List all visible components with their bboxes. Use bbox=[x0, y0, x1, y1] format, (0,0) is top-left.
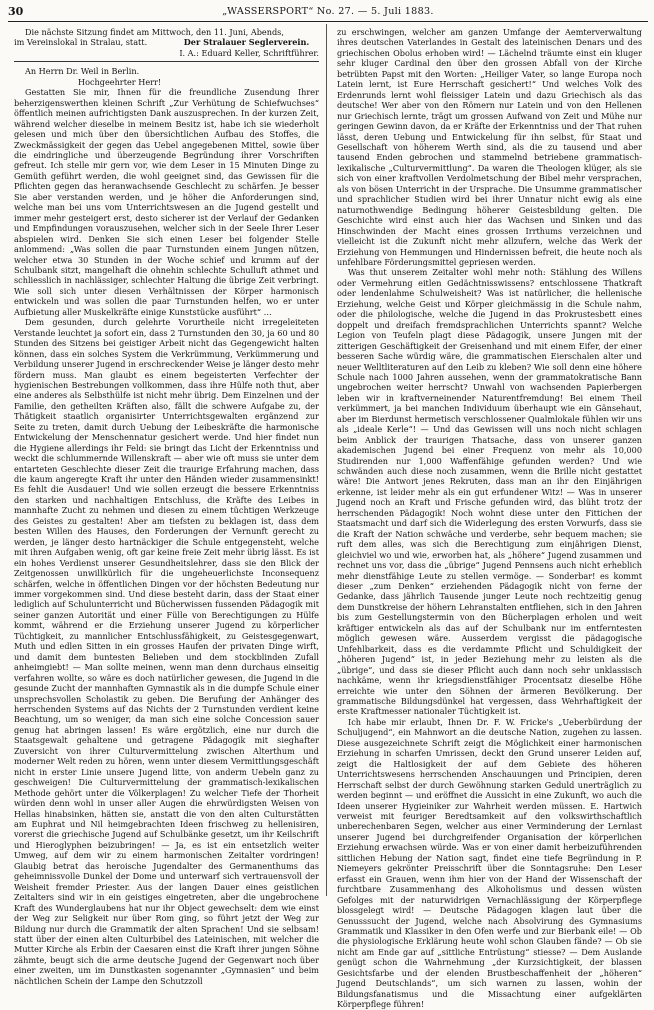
letter-paragraph: Was thut unserem Zeitalter wohl mehr noth: Stählung des Willens oder Vermehrung eitlen Gedächtnisswissens? entschlossene Thatkraft oder lendenlahme Schulweisheit? Was ist natürlicher, die hellenische Erziehung, welche Geist und Körper gleichmässig in die Schule nahm, oder die philologische, welche die Jugend in das Prokrustesbett eines doppelt und dreifach fremdsprachlichen Unterrichts spannt? Welche Legion von Teufeln plagt diese Pädagogik, unsere Jungen mit der zitterigen Geschäftigkeit der Greisenhand und mit einem Eifer, der einer besseren Sache würdig wäre, die grammatischen Eierschalen alter und neuer Welltliteraturen auf den Leib zu kleben? Wie soll denn eine höhere Schule nach 1000 Jahren aussehen, wenn der grammatokratische Bann ungebrochen weiter herrscht? Unwahl von wachsenden Papierbergen leben wir in kraftverneinender Naturentfremdung! Bei einem Theil verkümmert, ja bei manchen Individuum überhaupt wie ein Gänsehaut, aber im Bierdunst hermetisch verschlossener Qualmlokale fühlen wir uns als „ideale Kerle“! — Und das Gewissen will uns noch nicht schlagen beim Anblick der traurigen Thatsache, dass von unserer ganzen akademischen Jugend bei einer Frequenz von mehr als 10,000 Studirenden nur 1,000 Waffenfähige gefunden werden? Und wie schwänden auch diese noch zusammen, wenn die Brille nicht gestattet wäre! Die Antwort jenes Rekruten, dass man an ihr den Einjährigen erkenne, ist leider mehr als ein gut erfundener Witz! — Was in unserer Jugend noch an Kraft und Frische gefunden wird, das blüht trotz der herrschenden Pädagogik! Noch wohnt diese unter den Fittichen der Staatsmacht und darf sich die Widerlegung des ersten Vorwurfs, dass sie die Kraft der Nation schwäche und verderbe, sehr bequem machen; sie ruft dem alles, was sich die Berechtigung zum einjährigen Dienst, gleichviel wo und wie, erworben hat, als „höhere“ Jugend zusammen und rechnet uns vor, dass die „übrige“ Jugend Pennsens auch nicht erheblich mehr dienstfähige Leute zu stellen vermöge. — Sonderbar! es kommt dieser „zum Denken“ erziehenden Pädagogik nicht von ferne der Gedanke, dass jährlich Tausende junger Leute noch rechtzeitig genug dem Dunstkreise der höhern Lehranstalten entfliehen, sich in den Jahren bis zum Gestellungstermin von den Bücherplagen erholen und weit kräftiger entwickeln als das auf der Schulbank nur im entferntesten möglich gewesen wäre. Ausserdem vergisst die pädagogische Unfehlbarkeit, dass es die verdammte Pflicht und Schuldigkeit der „höheren Jugend“ ist, in jeder Beziehung mehr zu leisten als die „übrige“, und dass sie dieser Pflicht auch dann noch sehr unklassisch nachkäme, wenn ihr kriegsdienstfähiger Procentsatz dieselbe Höhe erreichte wie unter den Söhnen der ärmeren Bevölkerung. Der grammatische Bildungsdünkel hat vergessen, dass Wehrhaftigkeit der erste Kraftmesser nationaler Tüchtigkeit ist. bbox=[337, 267, 642, 717]
letter-paragraph: Dem gesunden, durch gelehrte Vorurtheile nicht irregeleiteten Verstande leuchtet ja sofort ein, dass 2 Turnstunden den 30, ja 60 und 80 Stunden des Sitzens bei geistiger Arbeit nicht das Gegengewicht halten können, dass ein solches System die Verkrümmung, Verkümmerung und Verbildung unserer Jugend in erschreckender Weise je länger desto mehr fördern muss. Man glaubt es einem begeisterten Verfechter der hygienischen Bestrebungen vollkommen, dass ihre Hülfe noth thut, aber eine anderes als Selbsthülfe ist nicht mehr übrig. Dem Einzelnen und der Familie, den getheilten Kräften also, fällt die schwere Aufgabe zu, der Thätigkeit staatlich organisirter Unterrichtsgewalten ergänzend zur Seite zu treten, damit durch Uebung der Leibeskräfte die harmonische Entwickelung der Menschennatur gesichert werde. Und hier findet nun die Hygiene allerdings ihr Feld: sie bringt das Licht der Erkenntniss und weckt die schlummernde Willenskraft — aber wie oft muss sie unter dem entarteten Geschlechte dieser Zeit die traurige Erfahrung machen, dass die kaum angeregte Kraft ihr unter den Händen wieder zusammensinkt! Es fehlt die Ausdauer! Und wie sollen erzeugt die bessere Erkenntniss den starken und nachhaltigen Entschluss, die Kräfte des Leibes in mannhafte Zucht zu nehmen und diesen zu einem tüchtigen Werkzeuge des Geistes zu gestalten! Aber am tiefsten zu beklagen ist, dass dem besten Willen des Hauses, den Forderungen der Vernunft gerecht zu werden, je länger desto hartnäckiger die Schule entgegensteht, welche mit ihren Aufgaben wenig, oft gar keine freie Zeit mehr übrig lässt. Es ist ein hohes Verdienst unserer Gesundheitslehrer, dass sie den Blick der Zeitgenossen unwillkürlich für die ungeheuerlichste Inconsequenz schärfen, welche in öffentlichen Dingen vor der höchsten Bedeutung nur immer vorgekommen sind. Und diese besteht darin, dass der Staat einer lediglich auf Schulunterricht und Bücherwissen fussenden Pädagogik mit seiner ganzen Autorität und einer Fülle von Berechtigungen zu Hülfe kommt, während er die Erziehung unserer Jugend zu körperlicher Tüchtigkeit, zu mannlicher Entschlussfähigkeit, zu Geistesgegenwart, Muth und edlen Sitten in ein grosses Haufen der privaten Dinge wirft, und damit dem buntesten Belieben und dem stockblinden Zufall anheimgiebt! — Man sollte meinen, wenn man denn durchaus einseitig verfahren wollte, so wäre es doch natürlicher gewesen, die Jugend in die gesunde Zucht der mannhaften Gymnastik als in die dumpfe Schule einer unsprechsvollen Scholastik zu geben. Die Berufung der Anhänger des herrschenden Systems auf das Nichts der 2 Turnstunden verdient keine Beachtung, um so weniger, da man sich eine solche Concession sauer genug hat abringen lassen! Es wäre ergötzlich, eine nur durch die Staatsgewalt gehaltene und getragene Pädagogik mit sieghafter Zuversicht von ihrer Culturvermittelung zwischen Alterthum und moderner Welt reden zu hören, wenn unter diesem Vermittlungsgeschäft nicht in erster Linie unsere Jugend litte, von anderm Uebeln ganz zu geschweigen! Die Culturvermittelung der grammatisch-lexikalischen Methode gehört unter die Völkerplagen! Zu welcher Tiefe der Thorheit würden denn wohl in unser aller Augen die ehrwürdigsten Weisen von Hellas hinabsinken, hätten sie, anstatt die von den alten Culturstätten am Euphrat und Nil heimgebrachten Ideen frischweg zu hellenisiren, vorerst die griechische Jugend auf Schulbänke gesetzt, um ihr Keilschrift und Hieroglyphen beizubringen! — Ja, es ist ein entsetzlich weiter Umweg, auf dem wir zu einem harmonischen Zeitalter vordringen! Glaubig betrat das heroische Jugendalter des Germanenthums das geheimnissvolle Dunkel der Dome und unterwarf sich vertrauensvoll der Weisheit fremder Priester. Aus der langen Dauer eines geistlichen Zeitalters sind wir in ein geistiges eingetreten, aber die ungebrochene Kraft des Wunderglaubens hat nur ihr Object gewechselt: dem wie einst der Weg zur Seligkeit nur über Rom ging, so führt jetzt der Weg zur Bildung nur durch die Grammatik der alten Sprachen! Und sie selbsam! statt über der einen alten Culturbibel des Lateinischen, mit welcher die Mutter Kirche als Erbin der Caesaren einst die Kraft ihrer jungen Söhne zähmte, beugt sich die arme deutsche Jugend der Gegenwart noch über einer zweiten, um im Dunstkasten sogenannter „Gymnasien“ und beim nächtlichen Schein der Lampe den Schutzzoll bbox=[14, 317, 319, 986]
page-header bbox=[8, 3, 648, 21]
notice-line-2 bbox=[14, 37, 319, 47]
section-rule bbox=[14, 61, 319, 62]
letter-paragraph: zu erschwingen, welcher am ganzen Umfange der Aemterverwaltung ihres deutschen Vaterlandes in Gestalt des lateinischen Denars und des griechischen Obolus erhoben wird! — Lächelnd träumte einst ein kluger sehr kluger Cardinal den über den grossen Abfall von der Kirche betrübten Papst mit den Worten: „Heiliger Vater, so lange Europa noch Latein lernt, ist Eure Herrschaft gesichert!“ Und welches Volk des Erdenrunds lernt wohl fleissiger Latein und dazu Griechisch als das deutsche! Wer aber von den Römern nur Latein und von den Hellenen nur Griechisch lernte, trägt um grossen Aufwand von Zeit und Mühe nur geringen Gewinn davon, da er Kräfte der Erkenntniss und der That ruhen lässt, deren Uebung und Entwickelung für ihn selbst, für Staat und Gesellschaft von höherem Werth sind, als die zu tausend und aber tausend Enden gebrochen und stammelnd betriebene grammatisch-lexikalische „Culturvermittlung“. Da waren die Theologen klüger, als sie sich von einer kraftvollen Verdolmetschung der Bibel mehr versprachen, als von bösen Unterricht in der Ursprache. Die Unsumme grammatischer und sprachlicher Studien wird bei ihrer Unnatur nicht ewig als eine naturnothwendige Bedingung höherer Geistesbildung gelten. Die Geschichte wird einst auch hier das Wachsen und Sinken und das Hinschwinden der Macht eines grossen Irrthums verzeichnen und vielleicht ist die Zukunft nicht mehr allzufern, welche das Werk der Erziehung von Hemmungen und Hindernissen befreit, die heute noch als unfehlbare Förderungsmittel gepriesen werden. bbox=[337, 27, 642, 267]
letter-paragraph: Ich habe mir erlaubt, Ihnen Dr. F. W. Fricke's „Ueberbürdung der Schuljugend“, ein Mahnwort an die deutsche Nation, zugehen zu lassen. Diese ausgezeichnete Schrift zeigt die Möglichkeit einer harmonischen Erziehung in scharfen Umrissen, deckt den Grund unserer Leiden auf, zeigt die Haltlosigkeit der auf dem Gebiete des höheren Unterrichtswesens herrschenden Anschauungen und Principien, deren Herrschaft selbst der durch Gewöhnung starken Geduld unerträglich zu werden beginnt — und eröffnet die Aussicht in eine Zukunft, wo auch die Ideen unserer Hygieiniker zur Wahrheit werden müssen. E. Hartwich verweist mit feuriger Beredtsamkeit auf den volkswirthschaftlich unberechenbaren Segen, welcher aus einer Verminderung der Lernlast unserer Jugend bei durchgreifender Organisation der körperlichen Erziehung erwachsen würde. Was er von einer damit herbeizuführenden sittlichen Hebung der Nation sagt, findet eine tiefe Begründung in P. Niemeyers gekrönter Preisschrift über die Sonntagsruhe: Den Leser erfasst ein Grauen, wenn ihm hier von der Hand der Wissenschaft der furchtbare Zusammenhang des Alkoholismus und dessen wüsten Gefolges mit der naturwidrigen Vernachlässigung der Körperpflege blossgelegt wird! — Deutsche Pädagogen klagen laut über die Genusssucht der Jugend, welche nach Absolvirung des Gymnasiums Grammatik und Klassiker in den Ofen werfe und zur Bierbank eile! — Ob die physiologische Erklärung heute wohl schon Glauben fände? — Ob sie nicht am Ende gar auf „sittliche Entrüstung“ stiesse? — Dem Auslande genügt schon die Wahrnehmung „der Kurzsichtigkeit, der blassen Gesichtsfarbe und der elenden Brustbeschaffenheit der „höheren“ Jugend Deutschlands“, um sich warnen zu lassen, wohin der Bildungsfanatismus und die Missachtung einer aufgeklärten Körperpflege führen! bbox=[337, 716, 642, 1010]
notice-line-1: Die nächste Sitzung findet am Mittwoch, den 11. Juni, Abends, bbox=[25, 27, 284, 37]
letter-paragraph: Gestatten Sie mir, Ihnen für die freundliche Zusendung Ihrer beherzigenswerthen kleinen Schrift „Zur Verhütung de Schiefwuchses“ öffentlich meinen aufrichtigsten Dank auszusprechen. In der kurzen Zeit, während welcher dieselbe in meinem Besitz ist, habe ich sie wiederholt gelesen und mich über den übersichtlichen Aufbau des Stoffes, die Zweckmässigkeit der gegen das Uebel angegebenen Mittel, sowie über die eindringliche und überzeugende Begründung ihrer Vorschriften gefreut. Ich stelle mir gern vor, wie dem Leser in 15 Minuten Dinge zu Gemüth geführt werden, die wohl geeignet sind, das Gewissen für die Pflichten gegen das heranwachsende Geschlecht zu schärfen. Je besser Sie aber verstanden werden, und je höher die Anforderungen sind, welche man bei uns vom Unterrichtswesen an die Jugend gestellt und immer mehr gesteigert erst, desto sicherer ist der Verlauf der Gedanken und Empfindungen vorauszusehen, welcher sich in der Seele Ihrer Leser abspielen wird. Denken Sie sich einen Leser bei folgender Stelle anlommend: „Was sollen die paar Turnstunden einem Jungen nützen, welcher etwa 30 Stunden in der Woche schief und krumm auf der Schulbank sitzt, mangelhaft die ohnehin schlechte Schulluft athmet und schliesslich in nachlässiger, schlechter Haltung die übrige Zeit verbringt. Wie soll sich unter diesen Verhältnissen der Körper harmonisch entwickeln und was sollen die paar Turnstunden helfen, wo er unter Aufbietung aller Muskelkräfte einige Kunststücke ausführt“ … bbox=[14, 87, 319, 317]
column-left bbox=[14, 27, 319, 986]
header-rule bbox=[8, 21, 648, 22]
club-notice bbox=[14, 27, 319, 58]
column-divider bbox=[326, 24, 327, 896]
notice-venue: im Vereinslokal in Stralau, statt. bbox=[14, 37, 148, 48]
running-title: „WASSERSPORT“ No. 27. — 5. Juli 1883. bbox=[222, 6, 434, 17]
column-right bbox=[337, 27, 642, 1010]
letter-greeting: Hochgeehrter Herr! bbox=[78, 76, 162, 87]
notice-signature: I. A.: Eduard Keller, Schriftführer. bbox=[179, 47, 319, 58]
letter-address: An Herrn Dr. Weil in Berlin. bbox=[25, 66, 140, 77]
page-number: 30 bbox=[8, 5, 24, 18]
notice-club-name: Der Stralauer Seglerverein. bbox=[183, 37, 310, 48]
